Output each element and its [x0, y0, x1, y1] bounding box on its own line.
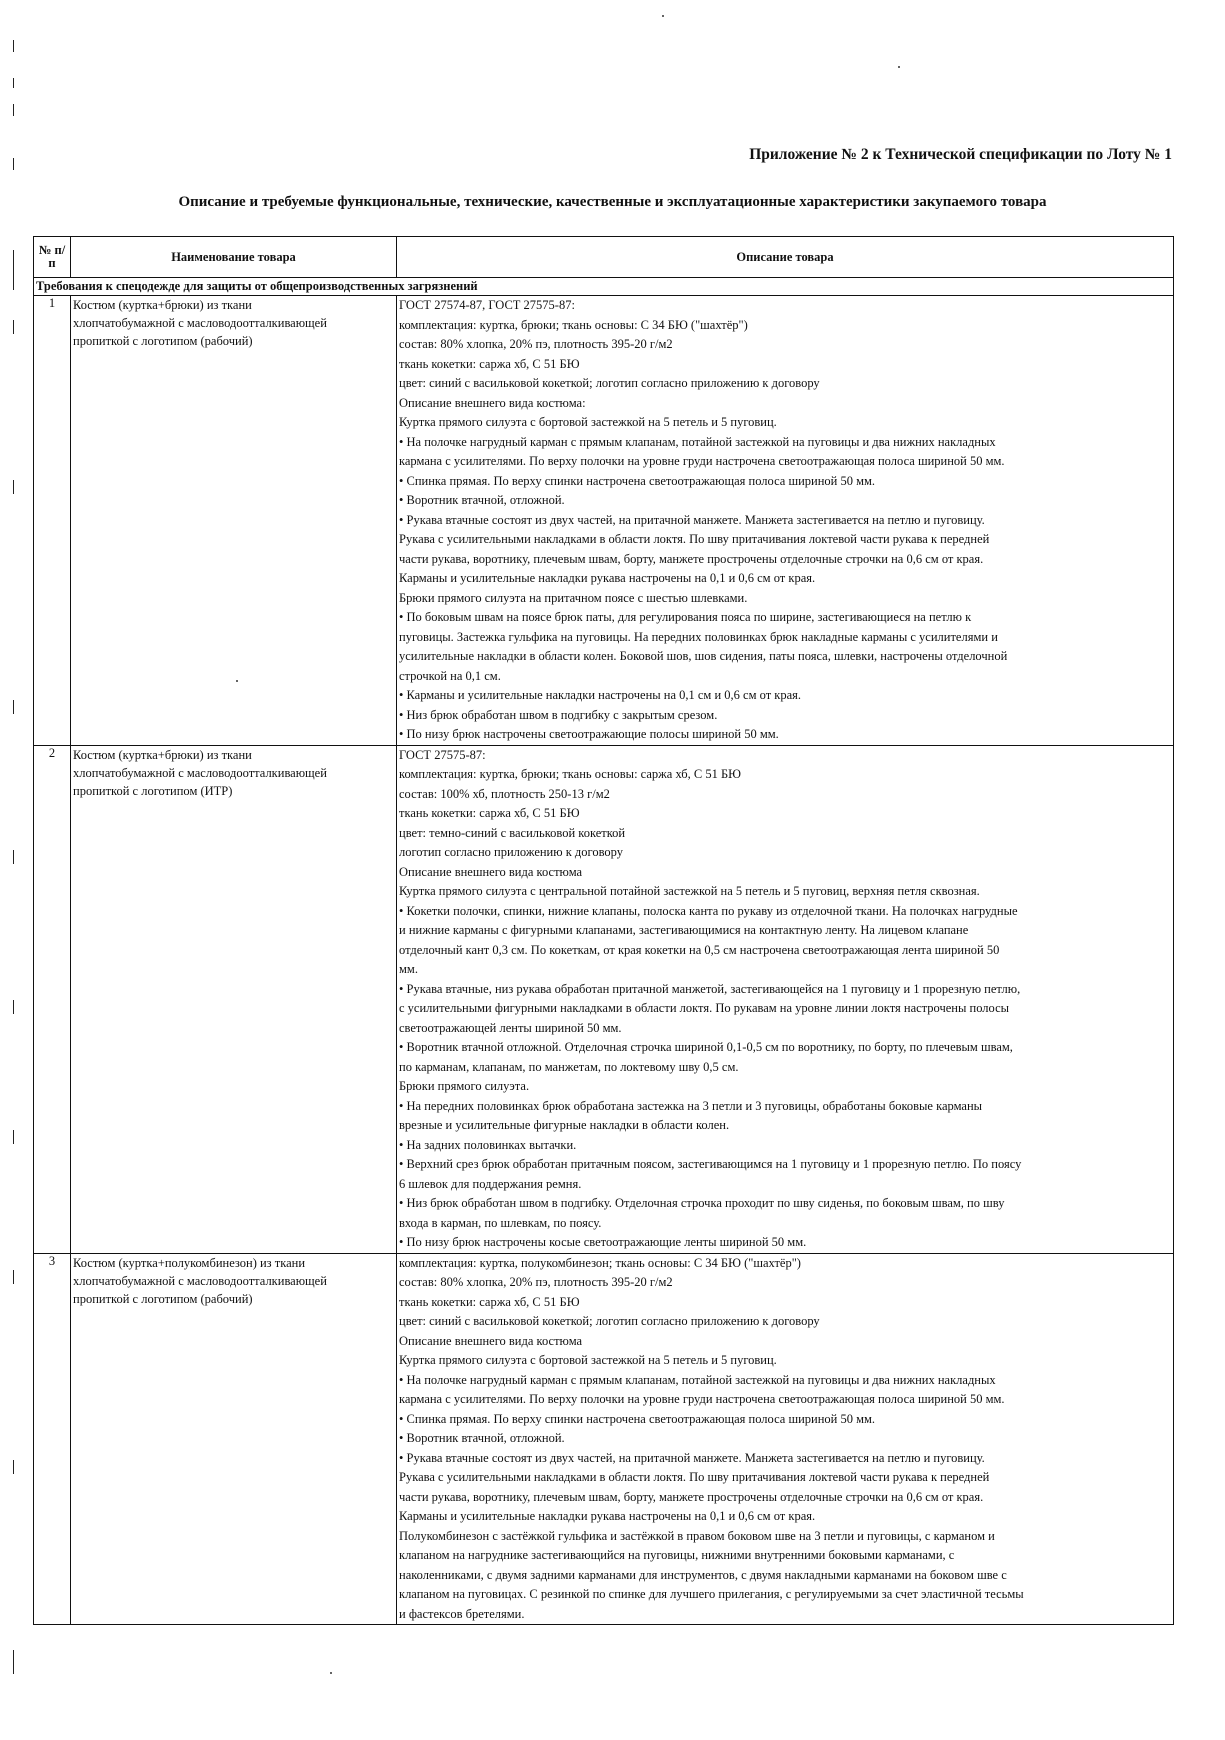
product-name-line: хлопчатобумажной с масловодоотталкивающей — [73, 316, 327, 330]
description-line: мм. — [399, 962, 418, 976]
description-line: усилительные накладки в области колен. Боковой шов, шов сидения, паты пояса, шлевки, настрочены отделочной — [399, 649, 1008, 663]
scan-margin-mark — [13, 104, 14, 116]
scan-margin-mark — [13, 320, 14, 334]
product-name-line: пропиткой с логотипом (рабочий) — [73, 1291, 253, 1306]
description-line: • На полочке нагрудный карман с прямым клапанам, потайной застежкой на пуговицы и два нижних накладных — [399, 1372, 996, 1387]
description-line: • Воротник втачной, отложной. — [399, 493, 565, 507]
description-line: • Рукава втачные, низ рукава обработан притачной манжетой, застегивающейся на 1 пуговицу и 1 прорезную петлю, — [399, 981, 1021, 996]
table-header-row — [34, 237, 1174, 278]
description-line: • Карманы и усилительные накладки настрочены на 0,1 см и 0,6 см от края. — [399, 688, 802, 702]
description-line: • Рукава втачные состоят из двух частей, на притачной манжете. Манжета застегивается на петлю и пуговицу. — [399, 512, 985, 527]
scan-margin-mark — [13, 1270, 14, 1284]
description-line: входа в карман, по шлевкам, по поясу. — [399, 1215, 602, 1230]
product-description — [397, 1253, 1174, 1625]
description-line: цвет: синий с васильковой кокеткой; логотип согласно приложению к договору — [399, 376, 820, 390]
description-line: • Кокетки полочки, спинки, нижние клапаны, полоска канта по рукаву из отделочной ткани. На полочках нагрудные — [399, 903, 1018, 918]
column-header-number: № п/п — [34, 237, 71, 278]
description-line: Куртка прямого силуэта с бортовой застежкой на 5 петель и 5 пуговиц. — [399, 415, 777, 429]
description-line: части рукава, воротнику, плечевым швам, борту, манжете прострочены отделочные строчки на 0,6 см от края. — [399, 551, 984, 566]
description-line: ткань кокетки: саржа хб, С 51 БЮ — [399, 806, 580, 820]
scan-margin-mark — [13, 1650, 14, 1674]
product-description — [397, 745, 1174, 1253]
description-line: Карманы и усилительные накладки рукава настрочены на 0,1 и 0,6 см от края. — [399, 1509, 816, 1523]
description-line: • На передних половинках брюк обработана застежка на 3 петли и 3 пуговицы, обработаны боковые карманы — [399, 1098, 983, 1113]
description-line: Куртка прямого силуэта с центральной потайной застежкой на 5 петель и 5 пуговиц, верхняя петля сквозная. — [399, 884, 980, 898]
description-line: комплектация: куртка, брюки; ткань основы: С 34 БЮ ("шахтёр") — [399, 317, 748, 332]
description-line: отделочный кант 0,3 см. По кокеткам, от края кокетки на 0,5 см настрочена светоотражающая лента шириной 50 — [399, 942, 1000, 957]
description-line: комплектация: куртка, брюки; ткань основы: саржа хб, С 51 БЮ — [399, 767, 741, 781]
description-line: Куртка прямого силуэта с бортовой застежкой на 5 петель и 5 пуговиц. — [399, 1353, 777, 1367]
description-line: наколенниками, с двумя задними карманами для инструментов, с двумя накладными карманами на боковом шве с — [399, 1567, 1007, 1582]
description-line: • На полочке нагрудный карман с прямым клапанам, потайной застежкой на пуговицы и два нижних накладных — [399, 434, 996, 449]
product-name — [71, 745, 397, 1253]
product-name-line: Костюм (куртка+брюки) из ткани — [73, 298, 252, 312]
description-line: по карманам, клапанам, по манжетам, по локтевому шву 0,5 см. — [399, 1059, 739, 1074]
description-line: • На задних половинках вытачки. — [399, 1137, 577, 1152]
scan-margin-mark — [13, 250, 14, 290]
description-line: Брюки прямого силуэта на притачном поясе с шестью шлевками. — [399, 590, 748, 605]
table-row — [34, 296, 1174, 746]
product-name-line: хлопчатобумажной с масловодоотталкивающей — [73, 1273, 327, 1288]
description-line: • Рукава втачные состоят из двух частей, на притачной манжете. Манжета застегивается на петлю и пуговицу. — [399, 1450, 985, 1465]
description-line: кармана с усилителями. По верху полочки на уровне груди настрочена светоотражающая полоса шириной 50 мм. — [399, 1392, 1005, 1406]
description-line: Брюки прямого силуэта. — [399, 1079, 530, 1093]
scan-speck — [330, 1672, 332, 1674]
product-name-line: пропиткой с логотипом (ИТР) — [73, 783, 233, 798]
product-description — [397, 296, 1174, 746]
description-line: Полукомбинезон с застёжкой гульфика и застёжкой в правом боковом шве на 3 петли и пуговицы, с карманом и — [399, 1528, 995, 1543]
table-row — [34, 745, 1174, 1253]
description-line: • Спинка прямая. По верху спинки настрочена светоотражающая полоса шириной 50 мм. — [399, 473, 876, 488]
scan-speck — [662, 15, 664, 17]
section-title: Требования к спецодежде для защиты от общепроизводственных загрязнений — [34, 278, 1174, 296]
scan-margin-mark — [13, 1130, 14, 1144]
product-name — [71, 296, 397, 746]
description-line: Карманы и усилительные накладки рукава настрочены на 0,1 и 0,6 см от края. — [399, 571, 816, 585]
description-line: клапаном на пуговицах. С резинкой по спинке для лучшего прилегания, с регулируемыми за счет эластичной тесьмы — [399, 1587, 1024, 1601]
scan-margin-mark — [13, 480, 14, 494]
section-row — [34, 278, 1174, 296]
description-line: • По низу брюк настрочены косые светоотражающие ленты шириной 50 мм. — [399, 1235, 807, 1249]
description-line: • Воротник втачной отложной. Отделочная строчка шириной 0,1-0,5 см по воротнику, по борту, по плечевым швам, — [399, 1040, 1013, 1054]
description-line: комплектация: куртка, полукомбинезон; ткань основы: С 34 БЮ ("шахтёр") — [399, 1255, 801, 1270]
description-line: Описание внешнего вида костюма: — [399, 395, 586, 410]
description-line: строчкой на 0,1 см. — [399, 668, 501, 683]
description-line: состав: 100% хб, плотность 250-13 г/м2 — [399, 786, 610, 801]
description-line: ткань кокетки: саржа хб, С 51 БЮ — [399, 1294, 580, 1309]
scan-margin-mark — [13, 40, 14, 52]
scan-margin-mark — [13, 700, 14, 714]
row-number: 1 — [34, 296, 71, 746]
description-line: состав: 80% хлопка, 20% пэ, плотность 395-20 г/м2 — [399, 337, 673, 351]
description-line: 6 шлевок для поддержания ремня. — [399, 1176, 582, 1191]
table-row — [34, 1253, 1174, 1625]
description-line: Описание внешнего вида костюма — [399, 1333, 583, 1348]
description-line: • Спинка прямая. По верху спинки настрочена светоотражающая полоса шириной 50 мм. — [399, 1411, 876, 1426]
description-line: логотип согласно приложению к договору — [399, 845, 623, 859]
scan-margin-mark — [13, 1000, 14, 1014]
scan-speck — [898, 66, 900, 68]
product-name-line: Костюм (куртка+полукомбинезон) из ткани — [73, 1255, 306, 1270]
description-line: • По боковым швам на поясе брюк паты, для регулирования пояса по ширине, застегивающиеся на петлю к — [399, 610, 972, 624]
description-line: части рукава, воротнику, плечевым швам, борту, манжете прострочены отделочные строчки на 0,6 см от края. — [399, 1489, 984, 1504]
specification-table — [33, 236, 1174, 1625]
scan-margin-mark — [13, 158, 14, 170]
description-line: и нижние карманы с фигурными клапанами, застегивающимися на контактную ленту. На лицевом клапане — [399, 923, 969, 937]
scan-margin-mark — [13, 1460, 14, 1474]
row-number: 3 — [34, 1253, 71, 1625]
scan-margin-mark — [13, 78, 14, 88]
description-line: • Воротник втачной, отложной. — [399, 1431, 565, 1445]
description-line: пуговицы. Застежка гульфика на пуговицы. На передних половинках брюк накладные карманы с усилителями и — [399, 629, 998, 644]
description-line: цвет: темно-синий с васильковой кокеткой — [399, 825, 626, 840]
description-line: ГОСТ 27574-87, ГОСТ 27575-87: — [399, 298, 575, 312]
appendix-reference: Приложение № 2 к Технической спецификации по Лоту № 1 — [749, 146, 1172, 163]
description-line: Рукава с усилительными накладками в области локтя. По шву притачивания локтевой части рукава к передней — [399, 1470, 990, 1484]
row-number: 2 — [34, 745, 71, 1253]
description-line: цвет: синий с васильковой кокеткой; логотип согласно приложению к договору — [399, 1314, 820, 1328]
description-line: • Верхний срез брюк обработан притачным поясом, застегивающимся на 1 пуговицу и 1 прорезную петлю. По поясу — [399, 1157, 1022, 1171]
column-header-description: Описание товара — [397, 237, 1174, 278]
description-line: • Низ брюк обработан швом в подгибку. Отделочная строчка проходит по шву сиденья, по боковым швам, по шву — [399, 1196, 1005, 1210]
description-line: светоотражающей ленты шириной 50 мм. — [399, 1020, 622, 1035]
product-name-line: Костюм (куртка+брюки) из ткани — [73, 747, 252, 762]
description-line: и фастексов бретелями. — [399, 1606, 525, 1621]
product-name — [71, 1253, 397, 1625]
document-title: Описание и требуемые функциональные, технические, качественные и эксплуатационные характеристики закупаемого товара — [178, 194, 1047, 210]
description-line: ткань кокетки: саржа хб, С 51 БЮ — [399, 356, 580, 371]
description-line: ГОСТ 27575-87: — [399, 747, 486, 762]
description-line: с усилительными фигурными накладками в области локтя. По рукавам на уровне линии локтя настрочены полосы — [399, 1001, 1010, 1015]
description-line: • По низу брюк настрочены светоотражающие полосы шириной 50 мм. — [399, 727, 779, 741]
description-line: клапаном на нагруднике застегивающийся на пуговицы, нижними внутренними боковыми карманами, с — [399, 1548, 955, 1562]
column-header-name: Наименование товара — [71, 237, 397, 278]
scan-margin-mark — [13, 850, 14, 864]
product-name-line: хлопчатобумажной с масловодоотталкивающей — [73, 765, 327, 780]
description-line: кармана с усилителями. По верху полочки на уровне груди настрочена светоотражающая полоса шириной 50 мм. — [399, 454, 1005, 468]
description-line: Рукава с усилительными накладками в области локтя. По шву притачивания локтевой части рукава к передней — [399, 532, 990, 546]
description-line: врезные и усилительные фигурные накладки в области колен. — [399, 1118, 730, 1132]
product-name-line: пропиткой с логотипом (рабочий) — [73, 334, 253, 348]
description-line: Описание внешнего вида костюма — [399, 864, 583, 879]
description-line: состав: 80% хлопка, 20% пэ, плотность 395-20 г/м2 — [399, 1275, 673, 1289]
description-line: • Низ брюк обработан швом в подгибку с закрытым срезом. — [399, 707, 718, 722]
